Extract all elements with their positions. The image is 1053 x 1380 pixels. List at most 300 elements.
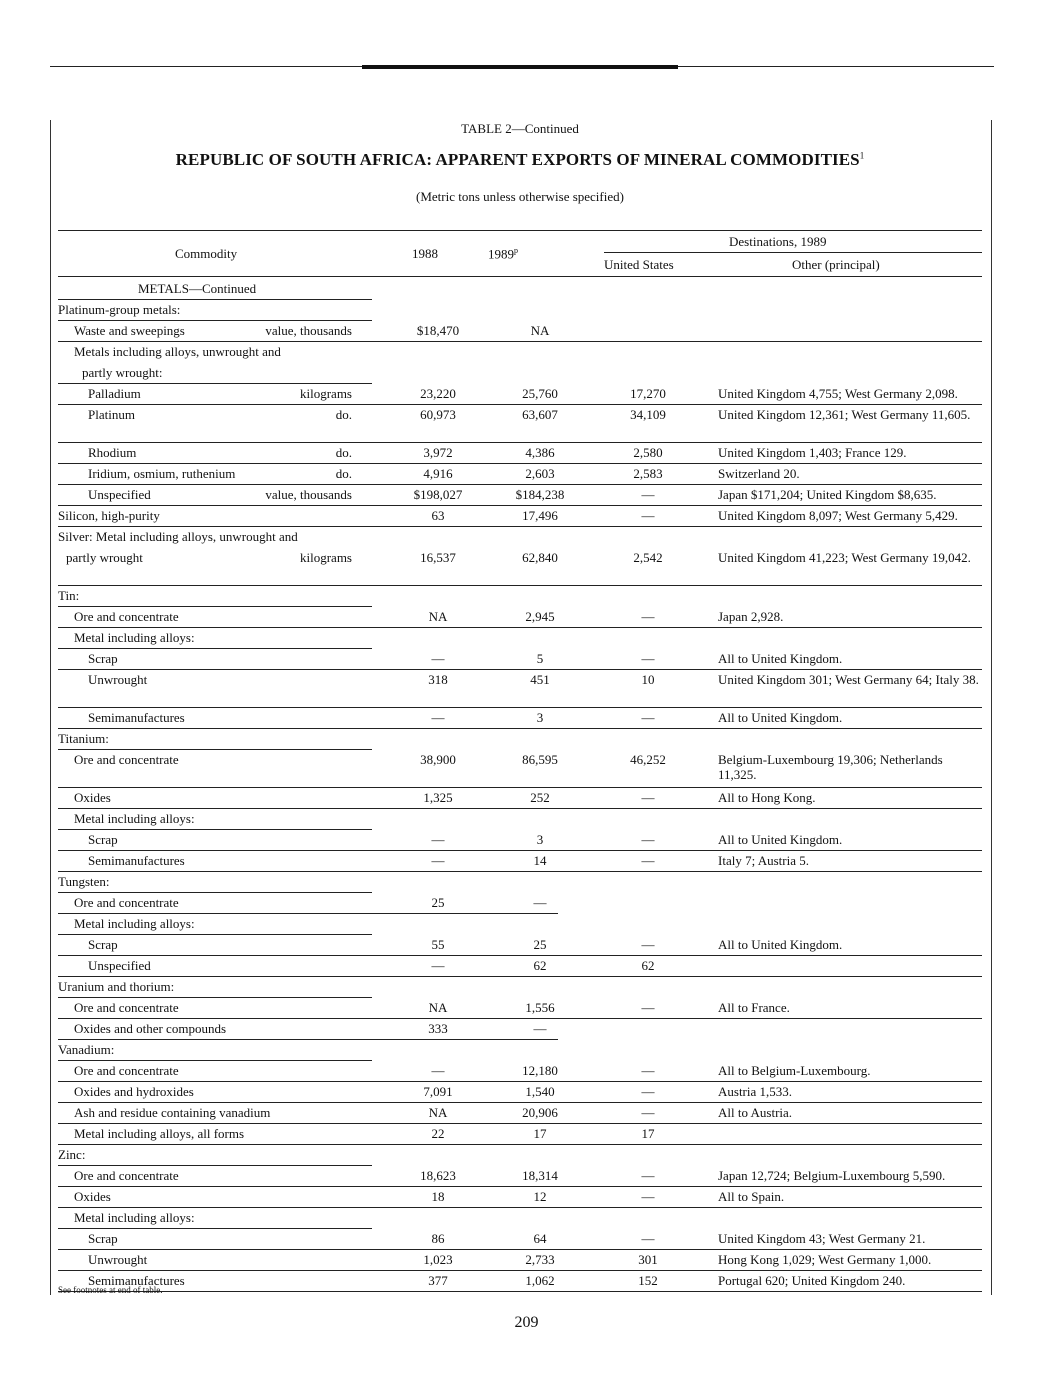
united-states-cell: — bbox=[641, 1084, 655, 1099]
row-rule bbox=[58, 1165, 372, 1166]
table-row bbox=[58, 508, 982, 529]
header-commodity: Commodity bbox=[175, 246, 238, 261]
table-row bbox=[58, 466, 982, 487]
commodity-cell: Metals including alloys, unwrought and bbox=[74, 344, 281, 359]
row-rule bbox=[58, 1228, 372, 1229]
united-states-cell: 2,542 bbox=[633, 550, 663, 565]
row-rule bbox=[58, 871, 372, 872]
other-destinations-cell: Japan $171,204; United Kingdom $8,635. bbox=[718, 487, 937, 502]
row-rule bbox=[58, 1144, 372, 1145]
commodity-cell: Semimanufactures bbox=[88, 853, 185, 868]
table-row bbox=[58, 1063, 982, 1084]
row-rule bbox=[58, 606, 372, 607]
value-1989-cell: 17 bbox=[533, 1126, 547, 1141]
row-rule-right bbox=[372, 526, 982, 527]
value-1988-cell: 22 bbox=[431, 1126, 445, 1141]
header-other: Other (principal) bbox=[792, 257, 880, 272]
united-states-cell: — bbox=[641, 508, 655, 523]
unit-cell: do. bbox=[335, 445, 352, 460]
row-rule bbox=[58, 1270, 372, 1271]
value-1989-cell: 63,607 bbox=[522, 407, 558, 422]
value-1988-cell: 86 bbox=[431, 1231, 445, 1246]
row-rule bbox=[58, 913, 558, 914]
table-row bbox=[58, 651, 982, 672]
table-row bbox=[58, 281, 982, 302]
value-1989-cell: 86,595 bbox=[522, 752, 558, 767]
destinations-rule bbox=[604, 252, 982, 253]
value-1988-cell: 7,091 bbox=[423, 1084, 453, 1099]
commodity-cell: Silicon, high-purity bbox=[58, 508, 160, 523]
united-states-cell: 34,109 bbox=[630, 407, 666, 422]
value-1988-cell: 18 bbox=[431, 1189, 445, 1204]
other-destinations-cell: All to Belgium-Luxembourg. bbox=[718, 1063, 871, 1078]
commodity-cell: partly wrought bbox=[66, 550, 143, 565]
row-rule bbox=[58, 850, 372, 851]
row-rule bbox=[58, 892, 372, 893]
row-rule-right bbox=[372, 955, 982, 956]
table-row bbox=[58, 1021, 982, 1042]
value-1988-cell: — bbox=[431, 1063, 445, 1078]
value-1988-cell: $18,470 bbox=[416, 323, 460, 338]
header-1988: 1988 bbox=[412, 246, 438, 261]
row-rule bbox=[58, 1123, 372, 1124]
row-rule bbox=[58, 442, 372, 443]
header-1989-text: 1989 bbox=[488, 246, 514, 262]
commodity-cell: Tin: bbox=[58, 588, 80, 603]
row-rule bbox=[58, 341, 372, 342]
table-row bbox=[58, 874, 982, 895]
value-1988-cell: 55 bbox=[431, 937, 445, 952]
value-1988-cell: — bbox=[431, 853, 445, 868]
value-1989-cell: $184,238 bbox=[515, 487, 565, 502]
table-row bbox=[58, 1231, 982, 1252]
table-row bbox=[58, 731, 982, 752]
value-1989-cell: 17,496 bbox=[522, 508, 558, 523]
other-destinations-cell: Italy 7; Austria 5. bbox=[718, 853, 809, 868]
commodity-cell: Scrap bbox=[88, 937, 118, 952]
united-states-cell: — bbox=[641, 1105, 655, 1120]
united-states-cell: — bbox=[641, 853, 655, 868]
commodity-cell: Scrap bbox=[88, 832, 118, 847]
row-rule-right bbox=[372, 463, 982, 464]
row-rule bbox=[58, 463, 372, 464]
value-1989-cell: 5 bbox=[536, 651, 544, 666]
table-row bbox=[58, 1189, 982, 1210]
value-1989-cell: 62,840 bbox=[522, 550, 558, 565]
row-rule-right bbox=[372, 1102, 982, 1103]
commodity-cell: METALS—Continued bbox=[138, 281, 257, 296]
table-row bbox=[58, 853, 982, 874]
row-rule bbox=[58, 627, 372, 628]
commodity-cell: Unspecified bbox=[88, 958, 151, 973]
table-title-text: REPUBLIC OF SOUTH AFRICA: APPARENT EXPORTS OF MINERAL COMMODITIES bbox=[175, 150, 860, 169]
value-1988-cell: 333 bbox=[428, 1021, 448, 1036]
united-states-cell: 301 bbox=[638, 1252, 658, 1267]
commodity-cell: Unwrought bbox=[88, 672, 148, 687]
table-row bbox=[58, 916, 982, 937]
commodity-cell: Metal including alloys: bbox=[74, 811, 195, 826]
value-1989-cell: 18,314 bbox=[522, 1168, 558, 1183]
row-rule bbox=[58, 1207, 372, 1208]
united-states-cell: 152 bbox=[638, 1273, 658, 1288]
table-row bbox=[58, 1168, 982, 1189]
other-destinations-cell: Switzerland 20. bbox=[718, 466, 800, 481]
value-1988-cell: — bbox=[431, 958, 445, 973]
table-row bbox=[58, 672, 982, 710]
row-rule bbox=[58, 484, 372, 485]
row-rule bbox=[58, 505, 372, 506]
commodity-cell: Ore and concentrate bbox=[74, 1000, 179, 1015]
row-rule bbox=[58, 749, 372, 750]
table-title bbox=[0, 150, 1040, 170]
united-states-cell: — bbox=[641, 1168, 655, 1183]
other-destinations-cell: All to Austria. bbox=[718, 1105, 793, 1120]
table-row bbox=[58, 529, 982, 550]
commodity-cell: Ore and concentrate bbox=[74, 1063, 179, 1078]
value-1989-cell: 252 bbox=[530, 790, 550, 805]
commodity-cell: Vanadium: bbox=[58, 1042, 115, 1057]
other-destinations-cell: All to Hong Kong. bbox=[718, 790, 816, 805]
other-destinations-cell: Austria 1,533. bbox=[718, 1084, 793, 1099]
row-rule bbox=[58, 955, 372, 956]
table-row bbox=[58, 937, 982, 958]
other-destinations-cell: United Kingdom 41,223; West Germany 19,042. bbox=[718, 550, 971, 565]
title-footnote-marker: 1 bbox=[859, 150, 865, 161]
commodity-cell: Platinum-group metals: bbox=[58, 302, 181, 317]
table-row bbox=[58, 487, 982, 508]
row-rule bbox=[58, 404, 372, 405]
value-1989-cell: 20,906 bbox=[522, 1105, 558, 1120]
commodity-cell: Titanium: bbox=[58, 731, 109, 746]
value-1989-cell: 64 bbox=[533, 1231, 547, 1246]
other-destinations-cell: All to United Kingdom. bbox=[718, 710, 843, 725]
other-destinations-cell: Hong Kong 1,029; West Germany 1,000. bbox=[718, 1252, 932, 1267]
commodity-cell: Oxides bbox=[74, 1189, 111, 1204]
unit-cell: kilograms bbox=[300, 386, 352, 401]
row-rule bbox=[58, 526, 372, 527]
value-1988-cell: — bbox=[431, 651, 445, 666]
value-1989-cell: 1,556 bbox=[525, 1000, 555, 1015]
row-rule bbox=[58, 669, 372, 670]
table-row bbox=[58, 895, 982, 916]
header-united-states: United States bbox=[604, 257, 674, 272]
commodity-cell: Ore and concentrate bbox=[74, 752, 179, 767]
header-1989-marker: p bbox=[514, 246, 518, 255]
row-rule-right bbox=[372, 1186, 982, 1187]
row-rule-right bbox=[372, 1144, 982, 1145]
other-destinations-cell: United Kingdom 301; West Germany 64; Italy 38. bbox=[718, 672, 979, 687]
row-rule-right bbox=[372, 442, 982, 443]
table-row bbox=[58, 1126, 982, 1147]
table-row bbox=[58, 365, 982, 386]
united-states-cell: 17 bbox=[641, 1126, 655, 1141]
header-destinations: Destinations, 1989 bbox=[729, 234, 827, 249]
row-rule bbox=[58, 1060, 372, 1061]
value-1989-cell: 3 bbox=[536, 832, 544, 847]
row-rule-right bbox=[372, 728, 982, 729]
united-states-cell: 62 bbox=[641, 958, 655, 973]
commodity-cell: Silver: Metal including alloys, unwrought and bbox=[58, 529, 298, 544]
united-states-cell: — bbox=[641, 609, 655, 624]
commodity-cell: partly wrought: bbox=[82, 365, 163, 380]
united-states-cell: — bbox=[641, 487, 655, 502]
commodity-cell: Metal including alloys: bbox=[74, 630, 195, 645]
row-rule bbox=[58, 829, 372, 830]
united-states-cell: — bbox=[641, 1189, 655, 1204]
table-row bbox=[58, 630, 982, 651]
row-rule bbox=[58, 1018, 372, 1019]
row-rule-right bbox=[372, 1123, 982, 1124]
other-destinations-cell: United Kingdom 8,097; West Germany 5,429. bbox=[718, 508, 958, 523]
other-destinations-cell: All to United Kingdom. bbox=[718, 832, 843, 847]
other-destinations-cell: All to Spain. bbox=[718, 1189, 785, 1204]
commodity-cell: Oxides bbox=[74, 790, 111, 805]
row-rule-right bbox=[372, 484, 982, 485]
row-rule bbox=[58, 648, 372, 649]
table-row bbox=[58, 1042, 982, 1063]
table-row bbox=[58, 958, 982, 979]
row-rule bbox=[58, 976, 372, 977]
value-1988-cell: 3,972 bbox=[423, 445, 453, 460]
value-1989-cell: 2,945 bbox=[525, 609, 555, 624]
unit-cell: value, thousands bbox=[265, 323, 352, 338]
table-row bbox=[58, 609, 982, 630]
table-row bbox=[58, 550, 982, 588]
value-1988-cell: 23,220 bbox=[420, 386, 456, 401]
value-1988-cell: 1,325 bbox=[423, 790, 453, 805]
commodity-cell: Iridium, osmium, ruthenium bbox=[88, 466, 236, 481]
table-row bbox=[58, 1273, 982, 1294]
row-rule-right bbox=[372, 669, 982, 670]
commodity-cell: Unwrought bbox=[88, 1252, 148, 1267]
table-row bbox=[58, 1147, 982, 1168]
row-rule-right bbox=[372, 787, 982, 788]
value-1989-cell: 4,386 bbox=[525, 445, 555, 460]
top-rule-bar bbox=[362, 65, 678, 69]
left-margin-rule bbox=[50, 120, 51, 1295]
value-1988-cell: 377 bbox=[428, 1273, 448, 1288]
table-row bbox=[58, 710, 982, 731]
value-1989-cell: 1,062 bbox=[525, 1273, 555, 1288]
united-states-cell: 2,580 bbox=[633, 445, 663, 460]
row-rule-right bbox=[372, 850, 982, 851]
table-row bbox=[58, 1252, 982, 1273]
row-rule bbox=[58, 787, 372, 788]
table-label: TABLE 2—Continued bbox=[461, 121, 579, 136]
table-row bbox=[58, 445, 982, 466]
table-row bbox=[58, 588, 982, 609]
table-subtitle: (Metric tons unless otherwise specified) bbox=[416, 189, 624, 204]
other-destinations-cell: United Kingdom 43; West Germany 21. bbox=[718, 1231, 926, 1246]
value-1989-cell: 25 bbox=[533, 937, 547, 952]
commodity-cell: Semimanufactures bbox=[88, 1273, 185, 1288]
commodity-cell: Oxides and other compounds bbox=[74, 1021, 227, 1036]
commodity-cell: Ore and concentrate bbox=[74, 609, 179, 624]
row-rule-right bbox=[372, 404, 982, 405]
row-rule-right bbox=[372, 1249, 982, 1250]
commodity-cell: Palladium bbox=[88, 386, 141, 401]
row-rule bbox=[58, 997, 372, 998]
commodity-cell: Metal including alloys: bbox=[74, 1210, 195, 1225]
row-rule-right bbox=[372, 707, 982, 708]
row-rule bbox=[58, 934, 372, 935]
table-row bbox=[58, 752, 982, 790]
other-destinations-cell: Japan 12,724; Belgium-Luxembourg 5,590. bbox=[718, 1168, 946, 1183]
value-1989-cell: 25,760 bbox=[522, 386, 558, 401]
value-1989-cell: 12 bbox=[533, 1189, 547, 1204]
row-rule bbox=[58, 1039, 558, 1040]
row-rule bbox=[58, 1081, 372, 1082]
value-1988-cell: NA bbox=[428, 1105, 448, 1120]
other-destinations-cell: United Kingdom 4,755; West Germany 2,098. bbox=[718, 386, 958, 401]
united-states-cell: — bbox=[641, 1000, 655, 1015]
table-row bbox=[58, 811, 982, 832]
table-row bbox=[58, 302, 982, 323]
table-row bbox=[58, 790, 982, 811]
other-destinations-cell: United Kingdom 1,403; France 129. bbox=[718, 445, 907, 460]
value-1989-cell: 451 bbox=[530, 672, 550, 687]
commodity-cell: Semimanufactures bbox=[88, 710, 185, 725]
value-1989-cell: 62 bbox=[533, 958, 547, 973]
united-states-cell: 2,583 bbox=[633, 466, 663, 481]
value-1988-cell: 318 bbox=[428, 672, 448, 687]
value-1988-cell: — bbox=[431, 832, 445, 847]
value-1989-cell: 1,540 bbox=[525, 1084, 555, 1099]
other-destinations-cell: Belgium-Luxembourg 19,306; Netherlands 11,325. bbox=[718, 752, 943, 782]
row-rule bbox=[58, 320, 372, 321]
row-rule-right bbox=[372, 976, 982, 977]
other-destinations-cell: Portugal 620; United Kingdom 240. bbox=[718, 1273, 906, 1288]
table-row bbox=[58, 407, 982, 445]
commodity-cell: Scrap bbox=[88, 651, 118, 666]
value-1988-cell: 4,916 bbox=[423, 466, 453, 481]
row-rule-right bbox=[372, 1270, 982, 1271]
other-destinations-cell: Japan 2,928. bbox=[718, 609, 784, 624]
row-rule bbox=[58, 707, 372, 708]
commodity-cell: Oxides and hydroxides bbox=[74, 1084, 194, 1099]
value-1989-cell: — bbox=[533, 1021, 547, 1036]
united-states-cell: — bbox=[641, 710, 655, 725]
header-1989 bbox=[488, 246, 518, 262]
row-rule bbox=[58, 808, 372, 809]
united-states-cell: — bbox=[641, 790, 655, 805]
commodity-cell: Metal including alloys, all forms bbox=[74, 1126, 245, 1141]
united-states-cell: 46,252 bbox=[630, 752, 666, 767]
value-1989-cell: NA bbox=[530, 323, 550, 338]
row-rule-right bbox=[372, 585, 982, 586]
value-1989-cell: 2,603 bbox=[525, 466, 555, 481]
page-number: 209 bbox=[514, 1314, 539, 1331]
row-rule bbox=[58, 1102, 372, 1103]
footnote: See footnotes at end of table. bbox=[58, 1285, 163, 1295]
united-states-cell: — bbox=[641, 651, 655, 666]
united-states-cell: — bbox=[641, 1231, 655, 1246]
table-row bbox=[58, 832, 982, 853]
value-1988-cell: 63 bbox=[431, 508, 445, 523]
unit-cell: do. bbox=[335, 407, 352, 422]
value-1989-cell: 14 bbox=[533, 853, 547, 868]
commodity-cell: Ore and concentrate bbox=[74, 1168, 179, 1183]
value-1988-cell: 25 bbox=[431, 895, 445, 910]
header-top-rule bbox=[58, 230, 982, 231]
table-row bbox=[58, 1210, 982, 1231]
commodity-cell: Tungsten: bbox=[58, 874, 110, 889]
table-row bbox=[58, 979, 982, 1000]
value-1988-cell: — bbox=[431, 710, 445, 725]
value-1988-cell: NA bbox=[428, 609, 448, 624]
commodity-cell: Uranium and thorium: bbox=[58, 979, 175, 994]
commodity-cell: Ash and residue containing vanadium bbox=[74, 1105, 271, 1120]
other-destinations-cell: United Kingdom 12,361; West Germany 11,605. bbox=[718, 407, 971, 422]
united-states-cell: — bbox=[641, 1063, 655, 1078]
united-states-cell: 10 bbox=[641, 672, 655, 687]
other-destinations-cell: All to United Kingdom. bbox=[718, 937, 843, 952]
unit-cell: kilograms bbox=[300, 550, 352, 565]
table-row bbox=[58, 1105, 982, 1126]
value-1988-cell: $198,027 bbox=[413, 487, 463, 502]
table-row bbox=[58, 1000, 982, 1021]
commodity-cell: Unspecified bbox=[88, 487, 151, 502]
table-row bbox=[58, 344, 982, 365]
value-1988-cell: 60,973 bbox=[420, 407, 456, 422]
row-rule-right bbox=[372, 627, 982, 628]
table-row bbox=[58, 386, 982, 407]
row-rule bbox=[58, 585, 372, 586]
value-1988-cell: 18,623 bbox=[420, 1168, 456, 1183]
row-rule bbox=[58, 383, 372, 384]
commodity-cell: Zinc: bbox=[58, 1147, 86, 1162]
commodity-cell: Platinum bbox=[88, 407, 135, 422]
row-rule bbox=[58, 1249, 372, 1250]
value-1988-cell: 38,900 bbox=[420, 752, 456, 767]
other-destinations-cell: All to United Kingdom. bbox=[718, 651, 843, 666]
value-1989-cell: 12,180 bbox=[522, 1063, 558, 1078]
row-rule-right bbox=[372, 1081, 982, 1082]
other-destinations-cell: All to France. bbox=[718, 1000, 790, 1015]
value-1989-cell: 2,733 bbox=[525, 1252, 555, 1267]
table-row bbox=[58, 1084, 982, 1105]
value-1989-cell: — bbox=[533, 895, 547, 910]
table-row bbox=[58, 323, 982, 344]
value-1989-cell: 3 bbox=[536, 710, 544, 725]
right-margin-rule bbox=[991, 120, 992, 1295]
commodity-cell: Metal including alloys: bbox=[74, 916, 195, 931]
row-rule-right bbox=[372, 871, 982, 872]
header-bottom-rule bbox=[58, 276, 982, 277]
united-states-cell: 17,270 bbox=[630, 386, 666, 401]
row-rule-right bbox=[372, 808, 982, 809]
united-states-cell: — bbox=[641, 832, 655, 847]
value-1988-cell: 1,023 bbox=[423, 1252, 453, 1267]
row-rule-right bbox=[372, 1207, 982, 1208]
row-rule bbox=[58, 299, 372, 300]
row-rule-right bbox=[372, 341, 982, 342]
unit-cell: do. bbox=[335, 466, 352, 481]
row-rule bbox=[58, 728, 372, 729]
unit-cell: value, thousands bbox=[265, 487, 352, 502]
row-rule-right bbox=[372, 1291, 982, 1292]
commodity-cell: Ore and concentrate bbox=[74, 895, 179, 910]
commodity-cell: Rhodium bbox=[88, 445, 137, 460]
row-rule-right bbox=[372, 1018, 982, 1019]
commodity-cell: Scrap bbox=[88, 1231, 118, 1246]
row-rule bbox=[58, 1186, 372, 1187]
value-1988-cell: NA bbox=[428, 1000, 448, 1015]
value-1988-cell: 16,537 bbox=[420, 550, 456, 565]
row-rule-right bbox=[372, 505, 982, 506]
united-states-cell: — bbox=[641, 937, 655, 952]
commodity-cell: Waste and sweepings bbox=[74, 323, 185, 338]
